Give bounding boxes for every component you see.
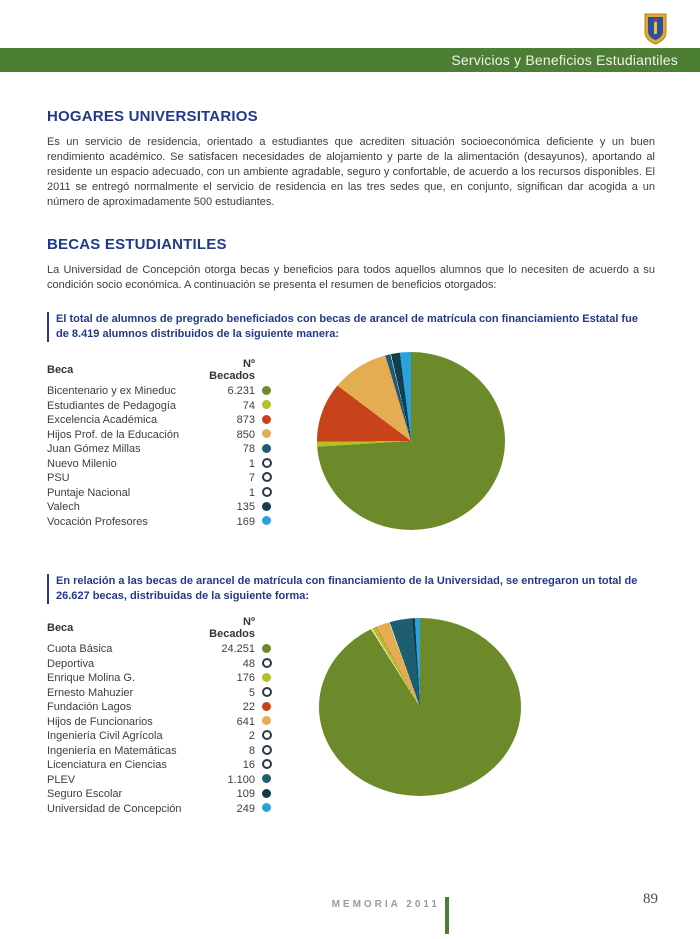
marker-cell bbox=[255, 700, 275, 715]
becados-value: 8 bbox=[248, 744, 255, 757]
beca-label: Enrique Molina G. bbox=[47, 672, 136, 684]
table-row bbox=[47, 802, 275, 817]
marker-cell bbox=[255, 500, 275, 515]
column-header-becados: Nº Becados bbox=[209, 358, 255, 382]
table-row bbox=[47, 671, 275, 686]
page-number: 89 bbox=[643, 891, 658, 907]
marker-cell bbox=[255, 384, 275, 399]
estatal-becas-table bbox=[47, 358, 275, 529]
marker-cell bbox=[255, 413, 275, 428]
table-row bbox=[47, 442, 275, 457]
callout-universidad-text: En relación a las becas de arancel de matrícula con financiamiento de la Universidad, se entregaron un total de 26.627 becas, distribuidas de la siguiente forma: bbox=[56, 575, 638, 602]
heading-becas-estudiantiles: BECAS ESTUDIANTILES bbox=[47, 236, 227, 253]
marker-cell bbox=[255, 787, 275, 802]
legend-marker-icon bbox=[262, 789, 271, 798]
marker-cell bbox=[255, 457, 275, 472]
beca-label: PSU bbox=[47, 472, 70, 484]
marker-cell bbox=[255, 657, 275, 672]
legend-marker-icon bbox=[262, 759, 272, 769]
column-header-beca: Beca bbox=[47, 622, 74, 634]
beca-label: Licenciatura en Ciencias bbox=[47, 759, 167, 771]
table-row bbox=[47, 471, 275, 486]
table-row bbox=[47, 486, 275, 501]
becados-value: 169 bbox=[236, 515, 255, 528]
beca-label: Universidad de Concepción bbox=[47, 802, 182, 815]
marker-cell bbox=[255, 744, 275, 759]
table-row bbox=[47, 773, 275, 788]
banner-title: Servicios y Beneficios Estudiantiles bbox=[451, 52, 678, 68]
marker-cell bbox=[255, 686, 275, 701]
becados-value: 5 bbox=[248, 686, 255, 699]
beca-label: Juan Gómez Millas bbox=[47, 443, 141, 455]
legend-marker-icon bbox=[262, 487, 272, 497]
table-row bbox=[47, 384, 275, 399]
marker-cell bbox=[255, 715, 275, 730]
table-row bbox=[47, 686, 275, 701]
table-row bbox=[47, 715, 275, 730]
marker-cell bbox=[255, 671, 275, 686]
becados-value: 2 bbox=[248, 730, 255, 742]
table-row bbox=[47, 642, 275, 657]
marker-cell bbox=[255, 729, 275, 744]
becados-value: 16 bbox=[242, 759, 255, 771]
legend-marker-icon bbox=[262, 400, 271, 409]
becados-value: 176 bbox=[236, 672, 255, 684]
becados-value: 48 bbox=[242, 657, 255, 670]
legend-marker-icon bbox=[262, 415, 271, 424]
legend-marker-icon bbox=[262, 716, 271, 725]
table-row bbox=[47, 500, 275, 515]
callout-financiamiento-estatal bbox=[47, 312, 647, 342]
beca-label: Estudiantes de Pedagogía bbox=[47, 399, 177, 412]
pie-chart-estatal bbox=[317, 352, 505, 530]
beca-label: Deportiva bbox=[47, 657, 95, 670]
beca-label: Cuota Básica bbox=[47, 643, 113, 655]
legend-marker-icon bbox=[262, 472, 272, 482]
beca-label: PLEV bbox=[47, 773, 76, 786]
becados-value: 1.100 bbox=[227, 773, 255, 786]
becados-value: 78 bbox=[242, 443, 255, 455]
footer-green-tick bbox=[445, 897, 449, 934]
marker-cell bbox=[255, 399, 275, 414]
marker-cell bbox=[255, 642, 275, 657]
column-header-becados: Nº Becados bbox=[209, 616, 255, 640]
table-row bbox=[47, 515, 275, 530]
table-row bbox=[47, 457, 275, 472]
paragraph-hogares: Es un servicio de residencia, orientado a estudiantes que acrediten situación socioeconómica deficiente y un buen rendimiento académico. Se satisfacen necesidades de alojamiento y parte de la alimentación (desayunos), aportando al residente un espacio adecuado, con un ambiente agradable, seguro y confortable, de acuerdo a los recursos disponibles. El 2011 se entregó normalmente el servicio de residencia en las tres sedes que, en conjunto, significan dar acogida a un número de aproximadamente 500 estudiantes. bbox=[47, 136, 655, 208]
table-row bbox=[47, 758, 275, 773]
table-row bbox=[47, 399, 275, 414]
footer-memoria-label: MEMORIA 2011 bbox=[331, 899, 440, 910]
legend-marker-icon bbox=[262, 730, 272, 740]
legend-marker-icon bbox=[262, 745, 272, 755]
legend-marker-icon bbox=[262, 386, 271, 395]
becados-value: 850 bbox=[236, 428, 255, 441]
legend-marker-icon bbox=[262, 444, 271, 453]
section-banner bbox=[0, 48, 700, 72]
marker-cell bbox=[255, 758, 275, 773]
callout-financiamiento-universidad bbox=[47, 574, 647, 604]
marker-cell bbox=[255, 802, 275, 817]
marker-cell bbox=[255, 486, 275, 501]
beca-label: Puntaje Nacional bbox=[47, 486, 131, 499]
becados-value: 873 bbox=[236, 414, 255, 426]
table-row bbox=[47, 744, 275, 759]
becados-value: 641 bbox=[236, 715, 255, 728]
legend-marker-icon bbox=[262, 774, 271, 783]
pie-chart-universidad bbox=[319, 618, 521, 796]
table-row bbox=[47, 700, 275, 715]
beca-label: Seguro Escolar bbox=[47, 788, 123, 800]
beca-label: Fundación Lagos bbox=[47, 701, 132, 713]
beca-label: Hijos de Funcionarios bbox=[47, 715, 153, 728]
legend-marker-icon bbox=[262, 803, 271, 812]
marker-cell bbox=[255, 515, 275, 530]
beca-label: Ernesto Mahuzier bbox=[47, 686, 134, 699]
marker-cell bbox=[255, 471, 275, 486]
universidad-becas-table bbox=[47, 616, 275, 816]
universidad-chart-section bbox=[47, 616, 655, 815]
beca-label: Valech bbox=[47, 501, 80, 513]
beca-label: Bicentenario y ex Mineduc bbox=[47, 385, 177, 397]
table-row bbox=[47, 657, 275, 672]
legend-marker-icon bbox=[262, 644, 271, 653]
estatal-chart-section bbox=[47, 358, 655, 537]
becados-value: 22 bbox=[242, 701, 255, 713]
beca-label: Excelencia Académica bbox=[47, 414, 158, 426]
beca-label: Ingeniería Civil Agrícola bbox=[47, 730, 163, 742]
becados-value: 24.251 bbox=[221, 643, 255, 655]
table-row bbox=[47, 428, 275, 443]
becados-value: 1 bbox=[248, 486, 255, 499]
beca-label: Vocación Profesores bbox=[47, 515, 148, 528]
legend-marker-icon bbox=[262, 429, 271, 438]
becados-value: 7 bbox=[248, 472, 255, 484]
marker-cell bbox=[255, 442, 275, 457]
marker-cell bbox=[255, 773, 275, 788]
beca-label: Ingeniería en Matemáticas bbox=[47, 744, 177, 757]
table-row bbox=[47, 413, 275, 428]
beca-label: Nuevo Milenio bbox=[47, 457, 117, 470]
becados-value: 135 bbox=[236, 501, 255, 513]
becados-value: 6.231 bbox=[227, 385, 255, 397]
column-header-beca: Beca bbox=[47, 364, 74, 376]
paragraph-becas: La Universidad de Concepción otorga becas y beneficios para todos aquellos alumnos que lo necesiten de acuerdo a su condición socio económica. A continuación se presenta el resumen de beneficios otorgados: bbox=[47, 264, 655, 291]
table-row bbox=[47, 729, 275, 744]
legend-marker-icon bbox=[262, 673, 271, 682]
callout-estatal-text: El total de alumnos de pregrado beneficiados con becas de arancel de matrícula con financiamiento Estatal fue de 8.419 alumnos distribuidos de la siguiente manera: bbox=[56, 313, 638, 340]
legend-marker-icon bbox=[262, 516, 271, 525]
becados-value: 74 bbox=[242, 399, 255, 412]
becados-value: 1 bbox=[248, 457, 255, 470]
universidad-de-concepcion-crest-icon bbox=[644, 13, 667, 45]
beca-label: Hijos Prof. de la Educación bbox=[47, 428, 180, 441]
becados-value: 249 bbox=[236, 802, 255, 815]
legend-marker-icon bbox=[262, 458, 272, 468]
legend-marker-icon bbox=[262, 687, 272, 697]
table-row bbox=[47, 787, 275, 802]
becados-value: 109 bbox=[236, 788, 255, 800]
legend-marker-icon bbox=[262, 658, 272, 668]
legend-marker-icon bbox=[262, 702, 271, 711]
marker-cell bbox=[255, 428, 275, 443]
legend-marker-icon bbox=[262, 502, 271, 511]
heading-hogares-universitarios: HOGARES UNIVERSITARIOS bbox=[47, 108, 258, 125]
page-content bbox=[47, 72, 655, 815]
